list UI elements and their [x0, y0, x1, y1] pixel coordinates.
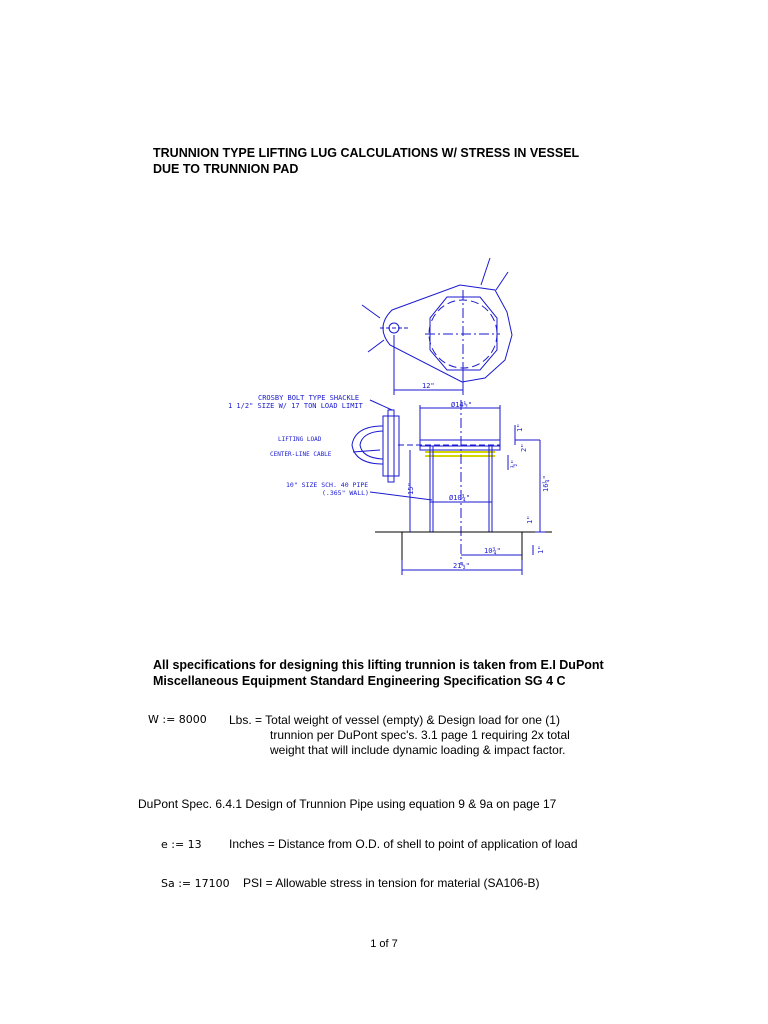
section-heading: DuPont Spec. 6.4.1 Design of Trunnion Pipe using equation 9 & 9a on page 17: [138, 797, 557, 811]
weight-line-2: trunnion per DuPont spec's. 3.1 page 1 requiring 2x total: [270, 728, 570, 742]
second-plate: [420, 446, 500, 450]
dim-r1: 1": [516, 423, 524, 432]
lifting-load-label: LIFTING LOAD: [278, 436, 322, 443]
page-number: 1 of 7: [370, 938, 398, 950]
sa-variable: Sa := 17100: [161, 877, 230, 890]
pipe-label-1: 10" SIZE SCH. 40 PIPE: [286, 481, 369, 489]
dim-r2: 2": [520, 443, 528, 452]
dim-10: 10¾": [484, 547, 501, 555]
title-line-1: TRUNNION TYPE LIFTING LUG CALCULATIONS W/ STRESS IN VESSEL: [153, 146, 580, 160]
spec-line-2: Miscellaneous Equipment Standard Engineering Specification SG 4 C: [153, 674, 566, 688]
dim-14: Ø14½": [451, 401, 473, 409]
weight-variable: W := 8000: [148, 713, 207, 726]
dim-r4: 1": [526, 515, 534, 524]
shackle-label-1: CROSBY BOLT TYPE SHACKLE: [258, 394, 360, 402]
dim-15: 15": [407, 482, 415, 495]
dim-10-dia: Ø10¾": [449, 494, 471, 502]
dim-21: 21½": [453, 562, 470, 570]
dim-r3: ½": [510, 459, 518, 468]
weight-description: [229, 713, 570, 758]
sa-description: PSI = Allowable stress in tension for material (SA106-B): [243, 876, 540, 890]
shackle-label-2: 1 1/2" SIZE W/ 17 TON LOAD LIMIT: [228, 402, 363, 410]
title-line-2: DUE TO TRUNNION PAD: [153, 162, 299, 176]
centerline-label: CENTER-LINE CABLE: [270, 451, 332, 458]
spec-statement: [153, 657, 604, 689]
pipe-label-2: (.365" WALL): [322, 489, 369, 497]
dim-12: 12": [422, 382, 435, 390]
weight-line-1: Lbs. = Total weight of vessel (empty) & Design load for one (1): [229, 713, 560, 727]
dim-16: 16¼": [542, 475, 550, 492]
spec-line-1: All specifications for designing this lifting trunnion is taken from E.I DuPont: [153, 658, 604, 672]
weight-line-3: weight that will include dynamic loading & impact factor.: [270, 743, 566, 757]
e-variable: e := 13: [161, 838, 202, 851]
e-description: Inches = Distance from O.D. of shell to point of application of load: [229, 837, 578, 851]
dim-r5: 1": [537, 545, 545, 554]
